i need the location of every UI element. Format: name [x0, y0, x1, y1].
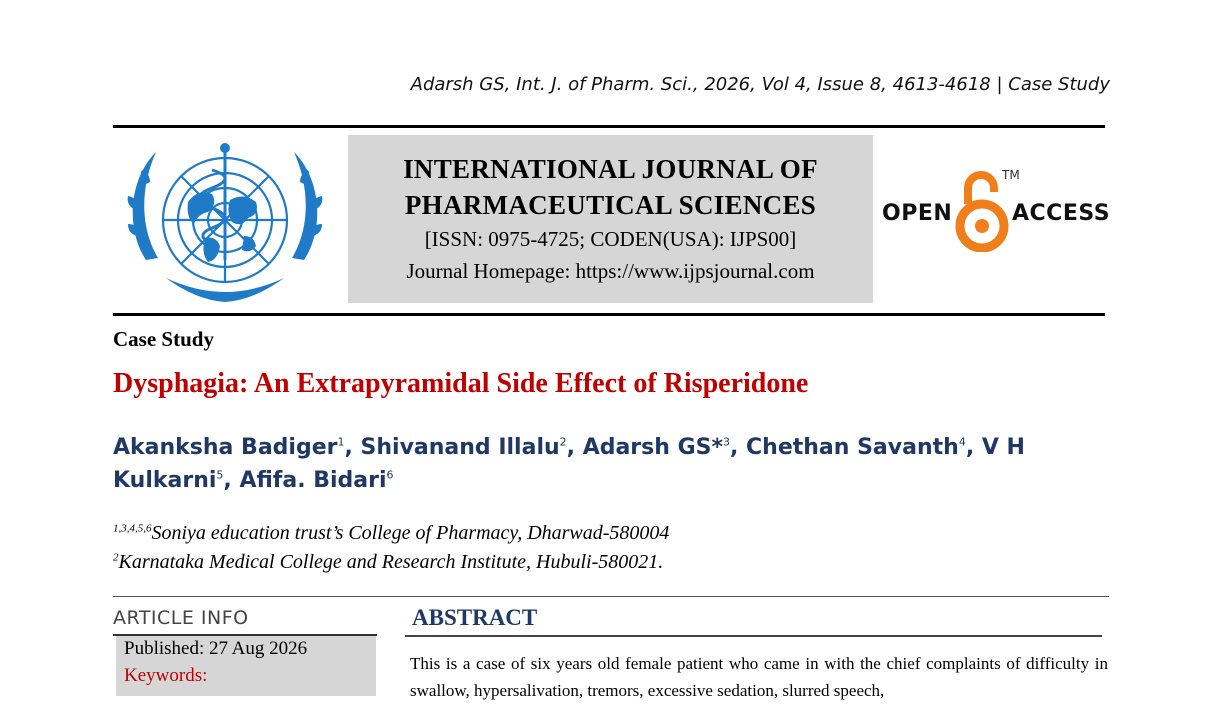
journal-emblem-icon — [126, 140, 324, 306]
author-separator: , — [965, 435, 982, 460]
running-head: Adarsh GS, Int. J. of Pharm. Sci., 2026, Vol 4, Issue 8, 4613-4618 | Case Study — [410, 74, 1110, 95]
author-name: Akanksha Badiger — [113, 435, 338, 460]
abstract-rule — [405, 635, 1102, 637]
section-divider — [113, 596, 1109, 597]
author-affil-sup: 3 — [722, 435, 730, 449]
author-name: Shivanand Illalu — [360, 435, 560, 460]
published-date: Published: 27 Aug 2026 — [124, 638, 308, 659]
affiliation — [113, 522, 669, 545]
affiliation — [113, 551, 663, 574]
journal-issn: [ISSN: 0975-4725; CODEN(USA): IJPS00] — [424, 227, 797, 251]
open-access-tm: TM — [1002, 168, 1020, 182]
author-name: Adarsh GS* — [582, 435, 723, 460]
author-name: Afifa. Bidari — [239, 468, 387, 493]
journal-masthead — [348, 135, 873, 303]
journal-title-line2: PHARMACEUTICAL SCIENCES — [404, 190, 817, 220]
author-affil-sup: 4 — [958, 435, 966, 449]
author-list — [113, 431, 1073, 497]
keywords-label: Keywords: — [124, 665, 208, 686]
author-affil-sup: 5 — [216, 468, 224, 482]
article-info-box — [116, 636, 376, 696]
open-access-open-text: OPEN — [882, 201, 953, 226]
author-affil-sup: 2 — [559, 435, 567, 449]
author-name: V H Kulkarni — [113, 435, 1025, 493]
journal-title-line1: INTERNATIONAL JOURNAL OF — [403, 154, 818, 184]
affiliation-text: Karnataka Medical College and Research Institute, Hubuli-580021. — [118, 551, 664, 573]
article-type-label: Case Study — [113, 327, 214, 351]
author-affil-sup: 1 — [337, 435, 345, 449]
author-separator: , — [223, 468, 240, 493]
journal-homepage[interactable]: Journal Homepage: https://www.ijpsjournal.com — [406, 259, 815, 283]
open-access-access-text: ACCESS — [1012, 201, 1111, 226]
author-separator: , — [566, 435, 583, 460]
author-separator: , — [344, 435, 361, 460]
article-info-heading: ARTICLE INFO — [113, 607, 249, 629]
author-affil-sup: 6 — [386, 468, 394, 482]
abstract-text: This is a case of six years old female patient who came in with the chief complaints of difficulty in swallow, hypersalivation, tremors, excessive sedation, slurred speech, — [410, 654, 1108, 700]
header-top-rule — [113, 125, 1105, 128]
author-separator: , — [729, 435, 747, 460]
author-name: Chethan Savanth — [746, 435, 959, 460]
abstract-heading: ABSTRACT — [412, 605, 538, 630]
article-title: Dysphagia: An Extrapyramidal Side Effect of Risperidone — [113, 368, 809, 399]
header-bottom-rule — [113, 313, 1105, 316]
affiliation-sup: 2 — [113, 551, 119, 564]
open-access-logo — [880, 166, 1110, 256]
affiliation-text: Soniya education trust’s College of Pharmacy, Dharwad-580004 — [151, 522, 670, 544]
affiliation-sup: 1,3,4,5,6 — [113, 522, 152, 535]
